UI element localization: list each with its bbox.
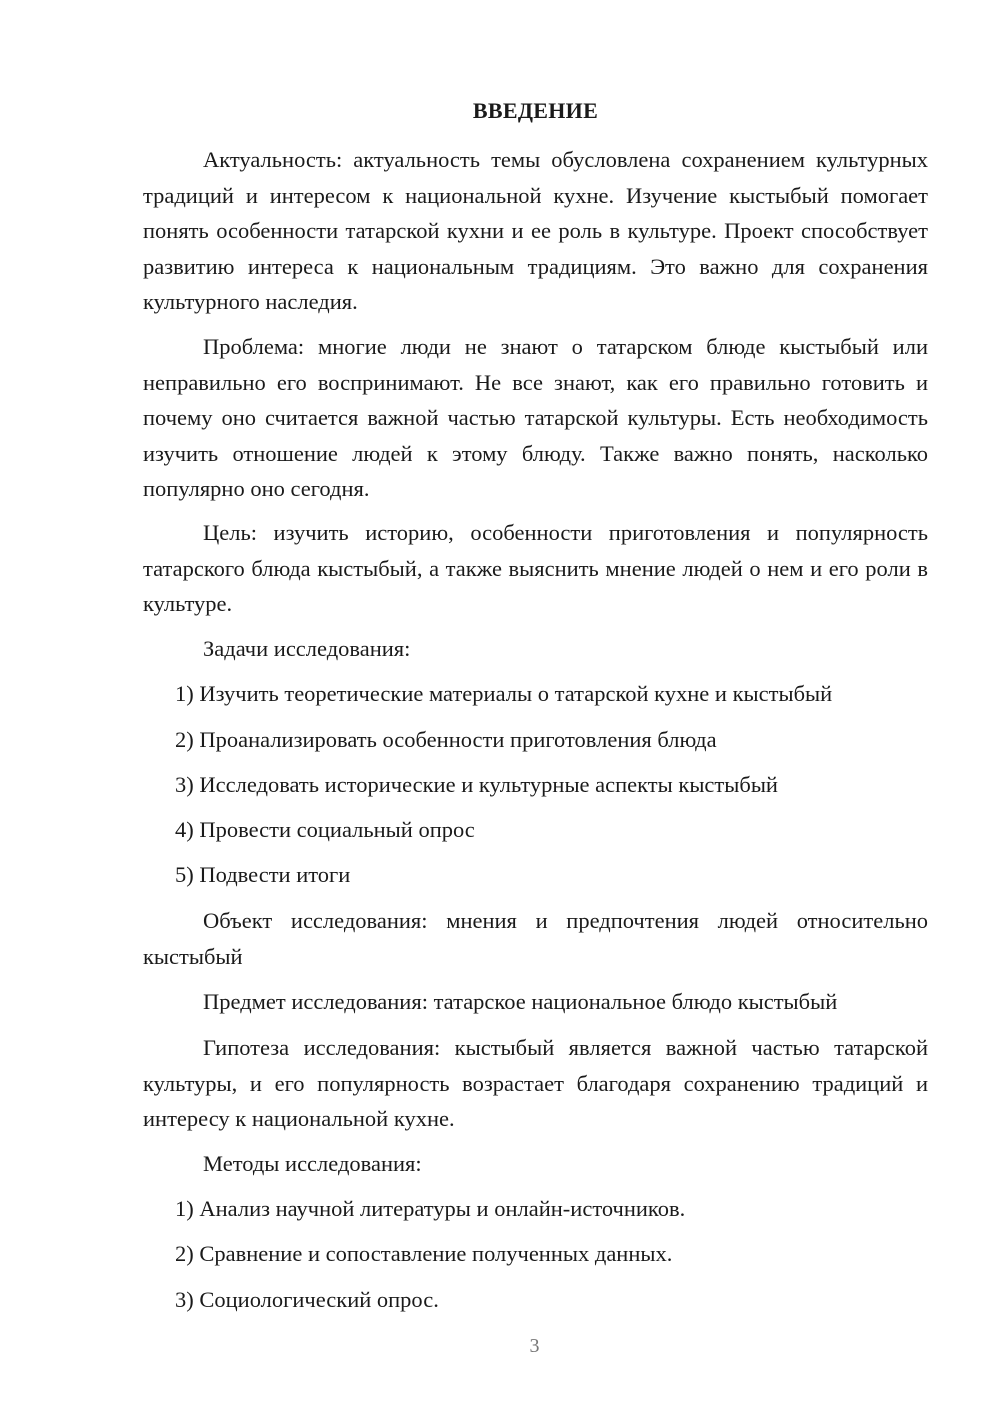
page-number: 3 — [529, 1335, 540, 1357]
task-item: 1) Изучить теоретические материалы о татарской кухне и кыстыбый — [175, 681, 833, 706]
document-page — [143, 0, 928, 1414]
task-item: 2) Проанализировать особенности приготовления блюда — [175, 727, 717, 752]
subject-paragraph: Предмет исследования: татарское национальное блюдо кыстыбый — [203, 989, 838, 1014]
object-paragraph: Объект исследования: мнения и предпочтения людей относительно кыстыбый — [143, 908, 928, 969]
goal-paragraph: Цель: изучить историю, особенности приготовления и популярность татарского блюда кыстыбый, а также выяснить мнение людей о нем и его роли в культуре. — [143, 520, 928, 616]
method-item: 1) Анализ научной литературы и онлайн-источников. — [175, 1196, 686, 1221]
relevance-paragraph: Актуальность: актуальность темы обусловлена сохранением культурных традиций и интересом к национальной кухне. Изучение кыстыбый помогает понять особенности татарской кухни и ее роль в культуре. Проект способствует развитию интереса к национальным традициям. Это важно для сохранения культурного наследия. — [143, 147, 928, 314]
method-item: 3) Социологический опрос. — [175, 1287, 439, 1312]
method-item: 2) Сравнение и сопоставление полученных данных. — [175, 1241, 673, 1266]
tasks-title: Задачи исследования: — [203, 636, 411, 661]
task-item: 5) Подвести итоги — [175, 862, 351, 887]
methods-title: Методы исследования: — [203, 1151, 422, 1176]
hypothesis-paragraph: Гипотеза исследования: кыстыбый является важной частью татарской культуры, и его популярность возрастает благодаря сохранению традиций и интересу к национальной кухне. — [143, 1035, 928, 1131]
task-item: 3) Исследовать исторические и культурные аспекты кыстыбый — [175, 772, 778, 797]
section-heading: ВВЕДЕНИЕ — [472, 98, 599, 123]
problem-paragraph: Проблема: многие люди не знают о татарском блюде кыстыбый или неправильно его воспринимают. Не все знают, как его правильно готовить и почему оно считается важной частью татарской культуры. Есть необходимость изучить отношение людей к этому блюду. Также важно понять, насколько популярно оно сегодня. — [143, 334, 928, 501]
task-item: 4) Провести социальный опрос — [175, 817, 475, 842]
